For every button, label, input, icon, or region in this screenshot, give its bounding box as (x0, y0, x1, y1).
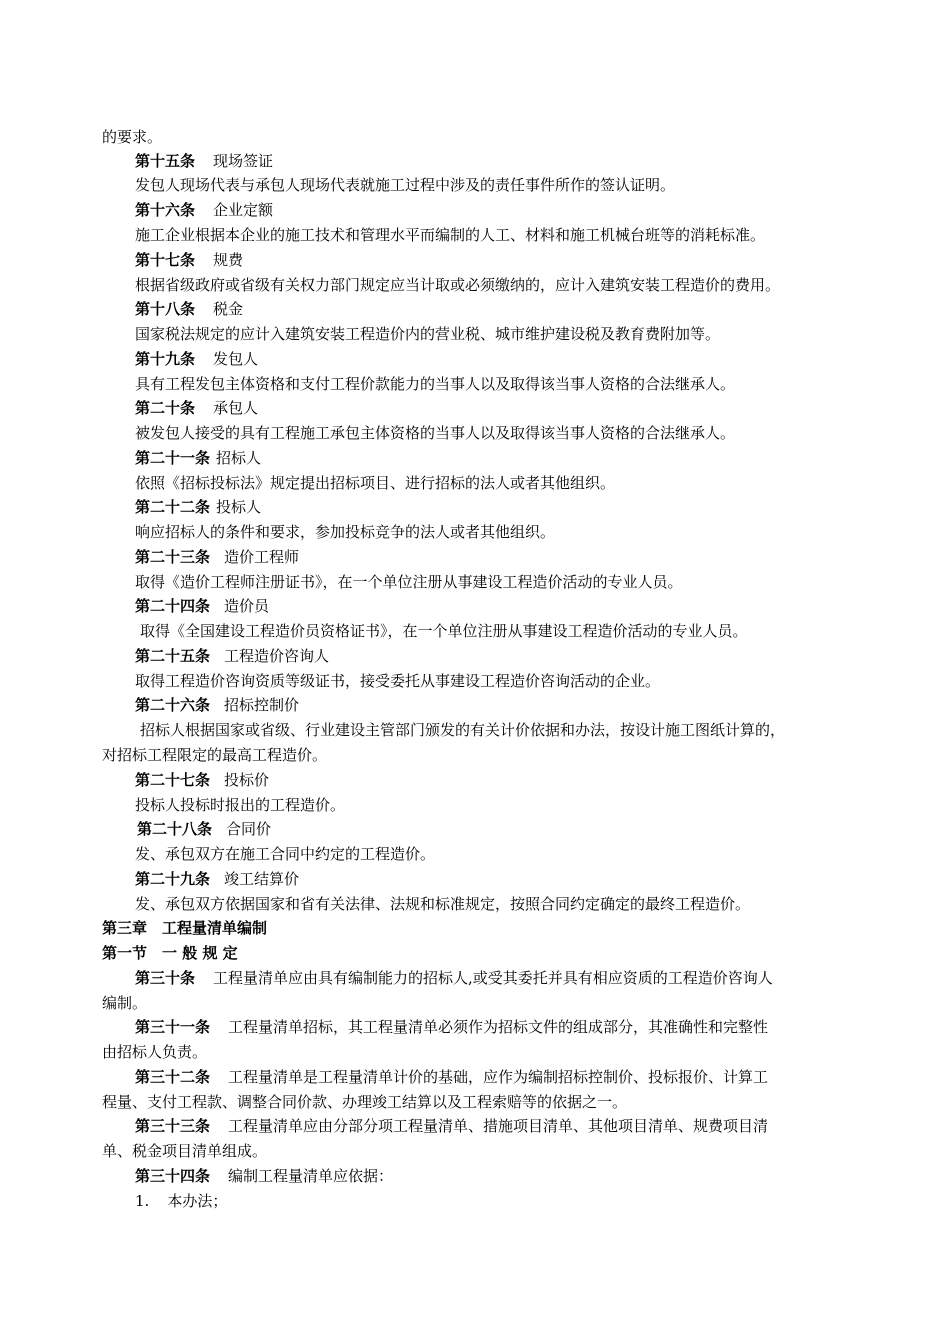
article-heading: 第三十三条 (135, 1117, 211, 1135)
article-heading: 第三十一条 (135, 1018, 211, 1036)
article-title: 税金 (213, 300, 244, 318)
body-text: 发、承包双方在施工合同中约定的工程造价。 (135, 845, 436, 863)
article-text: 工程量清单招标，其工程量清单必须作为招标文件的组成部分，其准确性和完整性 (228, 1018, 769, 1036)
article-heading: 第三十二条 (135, 1068, 211, 1086)
article-heading: 第二十三条 (135, 548, 211, 566)
article-heading: 第三十条 (135, 969, 196, 987)
article-heading: 第二十二条 (135, 498, 211, 516)
body-text: 国家税法规定的应计入建筑安装工程造价内的营业税、城市维护建设税及教育费附加等。 (135, 325, 721, 343)
article-29 (135, 869, 299, 889)
body-text: 投标人投标时报出的工程造价。 (135, 796, 346, 814)
article-heading: 第二十六条 (135, 696, 211, 714)
article-heading: 第二十条 (135, 399, 196, 417)
article-title: 工程造价咨询人 (224, 647, 330, 665)
body-text: 具有工程发包主体资格和支付工程价款能力的当事人以及取得该当事人资格的合法继承人。 (135, 375, 736, 393)
article-title: 规费 (213, 251, 244, 269)
body-text: 取得《全国建设工程造价员资格证书》，在一个单位注册从事建设工程造价活动的专业人员。 (140, 622, 748, 640)
body-text: 的要求。 (102, 128, 163, 146)
body-text: 程量、支付工程款、调整合同价款、办理竣工结算以及工程索赔等的依据之一。 (102, 1093, 628, 1111)
body-text: 由招标人负责。 (102, 1043, 208, 1061)
article-26 (135, 695, 299, 715)
article-heading: 第二十九条 (135, 870, 211, 888)
article-17 (135, 250, 243, 270)
body-text: 发包人现场代表与承包人现场代表就施工过程中涉及的责任事件所作的签认证明。 (135, 176, 676, 194)
article-title: 招标人 (216, 449, 262, 467)
article-title: 现场签证 (213, 152, 274, 170)
article-22 (135, 497, 261, 517)
article-32 (135, 1067, 768, 1087)
article-heading: 第二十四条 (135, 597, 211, 615)
article-16 (135, 200, 273, 220)
article-title: 造价员 (224, 597, 270, 615)
article-title: 发包人 (213, 350, 259, 368)
body-text: 编制。 (102, 994, 148, 1012)
article-heading: 第二十五条 (135, 647, 211, 665)
body-text: 发、承包双方依据国家和省有关法律、法规和标准规定，按照合同约定确定的最终工程造价。 (135, 895, 751, 913)
article-title: 企业定额 (213, 201, 274, 219)
article-30 (135, 968, 773, 988)
article-27 (135, 770, 269, 790)
article-33 (135, 1116, 768, 1136)
article-19 (135, 349, 258, 369)
body-text: 被发包人接受的具有工程施工承包主体资格的当事人以及取得该当事人资格的合法继承人。 (135, 424, 736, 442)
article-15 (135, 151, 273, 171)
list-text: 本办法； (167, 1192, 228, 1210)
article-title: 投标价 (224, 771, 270, 789)
article-text: 工程量清单应由具有编制能力的招标人,或受其委托并具有相应资质的工程造价咨询人 (213, 969, 773, 987)
article-heading: 第二十八条 (137, 820, 213, 838)
article-heading: 第三十四条 (135, 1167, 211, 1185)
body-text: 单、税金项目清单组成。 (102, 1142, 268, 1160)
article-25 (135, 646, 329, 666)
body-text: 对招标工程限定的最高工程造价。 (102, 746, 328, 764)
body-text: 取得《造价工程师注册证书》，在一个单位注册从事建设工程造价活动的专业人员。 (135, 573, 683, 591)
article-18 (135, 299, 243, 319)
article-text: 工程量清单应由分部分项工程量清单、措施项目清单、其他项目清单、规费项目清 (228, 1117, 769, 1135)
body-text: 根据省级政府或省级有关权力部门规定应当计取或必须缴纳的，应计入建筑安装工程造价的费用。 (135, 276, 781, 294)
article-heading: 第二十一条 (135, 449, 211, 467)
body-text: 招标人根据国家或省级、行业建设主管部门颁发的有关计价依据和办法，按设计施工图纸计算的， (140, 721, 786, 739)
article-21 (135, 448, 261, 468)
article-23 (135, 547, 299, 567)
section-heading: 第一节 一 般 规 定 (102, 944, 238, 962)
article-heading: 第二十七条 (135, 771, 211, 789)
article-20 (135, 398, 258, 418)
article-heading: 第十七条 (135, 251, 196, 269)
list-item (135, 1191, 227, 1211)
body-text: 依照《招标投标法》规定提出招标项目、进行招标的法人或者其他组织。 (135, 474, 616, 492)
body-text: 响应招标人的条件和要求，参加投标竞争的法人或者其他组织。 (135, 523, 556, 541)
article-text: 编制工程量清单应依据： (228, 1167, 394, 1185)
article-title: 竣工结算价 (224, 870, 300, 888)
chapter-heading: 第三章 工程量清单编制 (102, 919, 268, 937)
article-title: 投标人 (216, 498, 262, 516)
article-heading: 第十八条 (135, 300, 196, 318)
article-24 (135, 596, 269, 616)
article-title: 造价工程师 (224, 548, 300, 566)
body-text: 取得工程造价咨询资质等级证书，接受委托从事建设工程造价咨询活动的企业。 (135, 672, 661, 690)
body-text: 施工企业根据本企业的施工技术和管理水平而编制的人工、材料和施工机械台班等的消耗标准。 (135, 226, 766, 244)
article-31 (135, 1017, 768, 1037)
article-text: 工程量清单是工程量清单计价的基础，应作为编制招标控制价、投标报价、计算工 (228, 1068, 769, 1086)
list-number: 1. (135, 1192, 150, 1210)
article-34 (135, 1166, 393, 1186)
article-title: 承包人 (213, 399, 259, 417)
article-28 (137, 819, 271, 839)
article-title: 招标控制价 (224, 696, 300, 714)
article-heading: 第十五条 (135, 152, 196, 170)
article-heading: 第十六条 (135, 201, 196, 219)
article-title: 合同价 (226, 820, 272, 838)
article-heading: 第十九条 (135, 350, 196, 368)
